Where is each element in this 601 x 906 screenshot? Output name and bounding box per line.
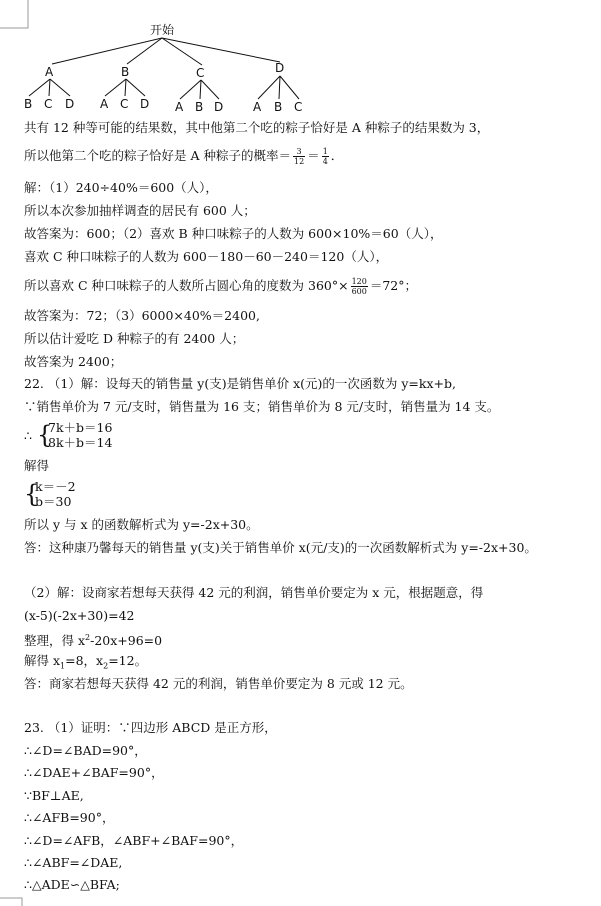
text-line: 答：这种康乃馨每天的销售量 y(支)关于销售单价 x(元/支)的一次函数解析式为 y=-2x+30。	[24, 540, 537, 555]
text-line: 故答案为 2400；	[24, 354, 123, 369]
tree-leaf: C	[44, 97, 53, 111]
tree-node-d: D	[275, 61, 285, 75]
text-line: 故答案为：600；（2）喜欢 B 种口味粽子的人数为 600×10%＝60（人），	[24, 226, 443, 241]
tree-level1-labels	[45, 61, 284, 80]
text-line: ∴∠AFB=90°，	[24, 810, 115, 825]
text-line-central-angle	[24, 277, 417, 296]
text-line: ∴△ADE∽△BFA;	[24, 877, 120, 892]
fraction-denominator: 600	[351, 287, 367, 296]
fraction-3-12	[293, 147, 305, 166]
text-line: 解得	[24, 458, 50, 473]
tree-branch-edges	[29, 76, 299, 99]
text-fragment: 所以他第二个吃的粽子恰好是 A 种粽子的概率＝	[24, 148, 291, 163]
text-fragment: ．	[330, 148, 344, 163]
equation-system-1	[24, 420, 144, 452]
fraction-denominator: 4	[322, 157, 328, 166]
text-line-probability	[24, 147, 343, 166]
tree-node-c: C	[196, 66, 205, 80]
text-fragment: 所以喜欢 C 种口味粽子的人数所占圆心角的度数为 360°×	[24, 278, 349, 293]
text-line: 所以估计爱吃 D 种粽子的有 2400 人；	[24, 331, 245, 346]
text-fragment: =12。	[108, 653, 148, 668]
text-fragment: -20x+96=0	[90, 633, 163, 649]
therefore-symbol: ∴	[24, 428, 32, 443]
fraction-denominator: 12	[293, 157, 305, 166]
equation-system-2	[24, 479, 124, 511]
text-line: (x-5)(-2x+30)=42	[24, 608, 135, 623]
text-fragment: ＝72°；	[369, 278, 418, 293]
tree-leaf: B	[24, 97, 33, 111]
text-line: ∴∠D=∠AFB，∠ABF+∠BAF=90°，	[24, 833, 244, 848]
text-line: 解：（1）240÷40%＝600（人），	[24, 180, 218, 195]
text-line-solutions	[24, 653, 147, 675]
tree-leaf: D	[65, 97, 75, 111]
tree-leaf: D	[214, 100, 224, 114]
tree-leaf: B	[274, 100, 283, 114]
text-line: 所以本次参加抽样调查的居民有 600 人；	[24, 203, 256, 218]
tree-root-edges	[52, 38, 280, 65]
text-fragment: 整理，得 x	[24, 633, 86, 649]
text-line: （2）解：设商家若想每天获得 42 元的利润，销售单价要定为 x 元，根据题意，得	[24, 585, 484, 600]
equation-line: b＝30	[35, 494, 72, 509]
subscript: 1	[60, 661, 66, 671]
tree-leaf: B	[195, 100, 204, 114]
text-fragment: 解得 x	[24, 653, 61, 668]
tree-leaf: C	[294, 100, 303, 114]
equation-line: 7k＋b＝16	[48, 420, 113, 435]
brace-symbol: {	[24, 480, 40, 508]
text-line: ∵BF⊥AE,	[24, 788, 84, 803]
equals-sign: ＝	[307, 148, 320, 163]
text-line: 所以 y 与 x 的函数解析式为 y=-2x+30。	[24, 517, 259, 532]
fraction-1-4	[322, 147, 329, 166]
tree-leaf: A	[253, 100, 262, 114]
equation-line: 8k＋b＝14	[48, 435, 113, 450]
text-line-simplify	[24, 630, 162, 649]
tree-leaf: C	[120, 97, 129, 111]
tree-leaf-labels	[24, 97, 302, 114]
subscript: 2	[103, 661, 109, 671]
text-line: ∴∠D=∠BAD=90°，	[24, 743, 147, 758]
tree-node-b: B	[121, 65, 130, 79]
fraction-numerator: 120	[351, 277, 367, 286]
tree-leaf: A	[175, 100, 184, 114]
text-line: ∴∠ABF=∠DAE,	[24, 855, 123, 870]
brace-symbol: {	[37, 421, 53, 449]
tree-root-label: 开始	[150, 23, 175, 37]
text-line: 答：商家若想每天获得 42 元的利润，销售单价要定为 8 元或 12 元。	[24, 676, 413, 691]
text-fragment: =8，x	[65, 653, 104, 668]
exponent: 2	[85, 633, 91, 642]
equation-line: k＝－2	[35, 479, 76, 494]
text-line-q23: 23. （1）证明：∵四边形 ABCD 是正方形，	[24, 720, 277, 735]
text-line: 喜欢 C 种口味粽子的人数为 600－180－60－240＝120（人），	[24, 249, 389, 264]
tree-leaf: A	[100, 97, 109, 111]
fraction-numerator: 3	[293, 147, 305, 157]
tree-node-a: A	[45, 65, 54, 79]
text-line: ∵销售单价为 7 元/支时，销售量为 16 支；销售单价为 8 元/支时，销售量为 14 支。	[24, 399, 500, 414]
fraction-120-600	[351, 277, 368, 296]
text-line: 故答案为：72；（3）6000×40%＝2400,	[24, 308, 260, 323]
tree-diagram	[0, 0, 601, 118]
text-line-outcomes: 共有 12 种等可能的结果数，其中他第二个吃的粽子恰好是 A 种粽子的结果数为 3，	[24, 120, 490, 135]
tree-leaf: D	[140, 97, 150, 111]
text-line-q22: 22. （1）解：设每天的销售量 y(支)是销售单价 x(元)的一次函数为 y=kx+b,	[24, 376, 456, 391]
fraction-numerator: 1	[322, 147, 328, 156]
text-line: ∴∠DAE+∠BAF=90°，	[24, 765, 164, 780]
